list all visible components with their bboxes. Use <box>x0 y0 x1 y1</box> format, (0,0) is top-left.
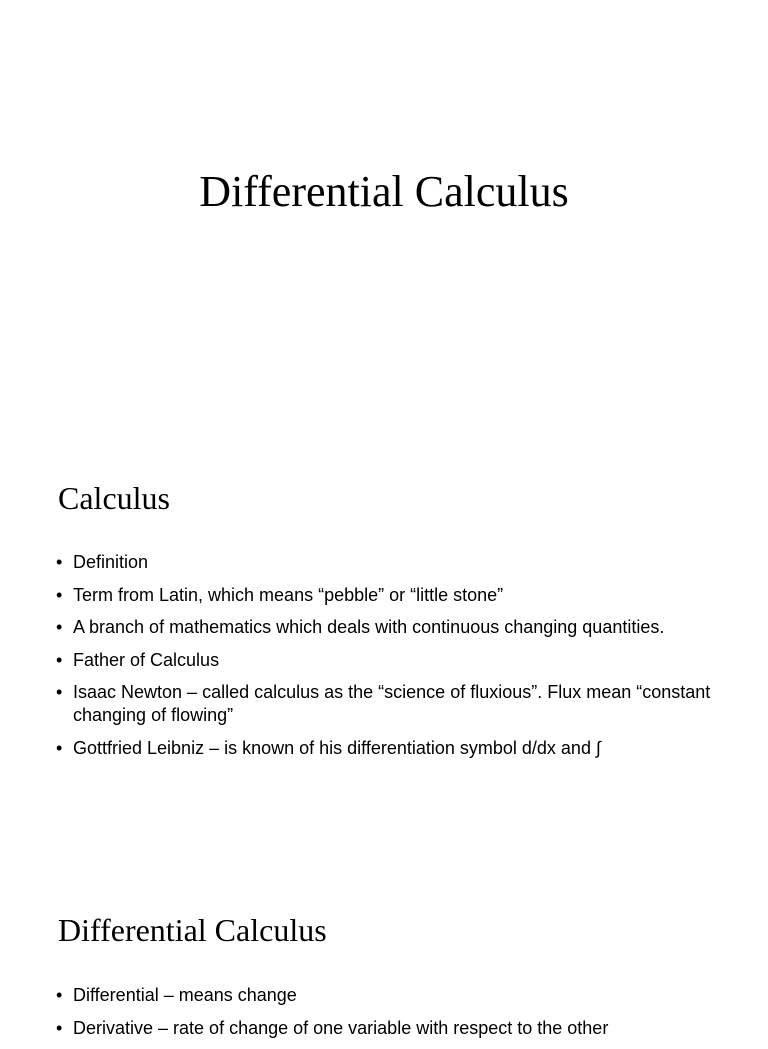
bullet-text: A branch of mathematics which deals with continuous changing quantities. <box>73 617 665 637</box>
title-slide <box>0 0 768 432</box>
bullet-icon: • <box>56 985 63 1005</box>
bullet-icon: • <box>56 1017 63 1038</box>
bullet-icon: • <box>56 584 63 605</box>
list-item <box>56 681 716 727</box>
list-item <box>56 737 716 760</box>
list-item <box>56 584 716 607</box>
bullet-text: Term from Latin, which means “pebble” or “little stone” <box>73 584 504 605</box>
list-item <box>56 649 716 672</box>
list-item <box>56 984 716 1007</box>
bullet-text: Father of Calculus <box>73 649 220 670</box>
list-item <box>56 551 716 574</box>
bullet-icon: • <box>56 617 63 637</box>
list-item <box>56 616 716 639</box>
bullet-text: Definition <box>73 552 149 572</box>
bullet-text: Isaac Newton – called calculus as the “science of fluxious”. Flux mean “constant changing of flowing” <box>73 682 711 725</box>
bullet-icon: • <box>56 682 63 702</box>
bullet-icon: • <box>56 737 63 758</box>
bullet-text: Differential – means change <box>73 985 297 1005</box>
differential-calculus-slide <box>0 864 768 1038</box>
bullet-list <box>56 551 716 769</box>
presentation-title: Differential Calculus <box>199 167 569 216</box>
bullet-icon: • <box>56 649 63 670</box>
bullet-text: Gottfried Leibniz – is known of his differentiation symbol d/dx and ∫ <box>73 737 601 758</box>
slide-heading-differential-calculus: Differential Calculus <box>58 912 327 948</box>
bullet-list <box>56 984 716 1049</box>
list-item <box>56 1017 716 1040</box>
slide-heading-calculus: Calculus <box>58 480 170 516</box>
bullet-icon: • <box>56 552 63 572</box>
bullet-text: Derivative – rate of change of one variable with respect to the other <box>73 1017 609 1038</box>
calculus-slide <box>0 432 768 864</box>
